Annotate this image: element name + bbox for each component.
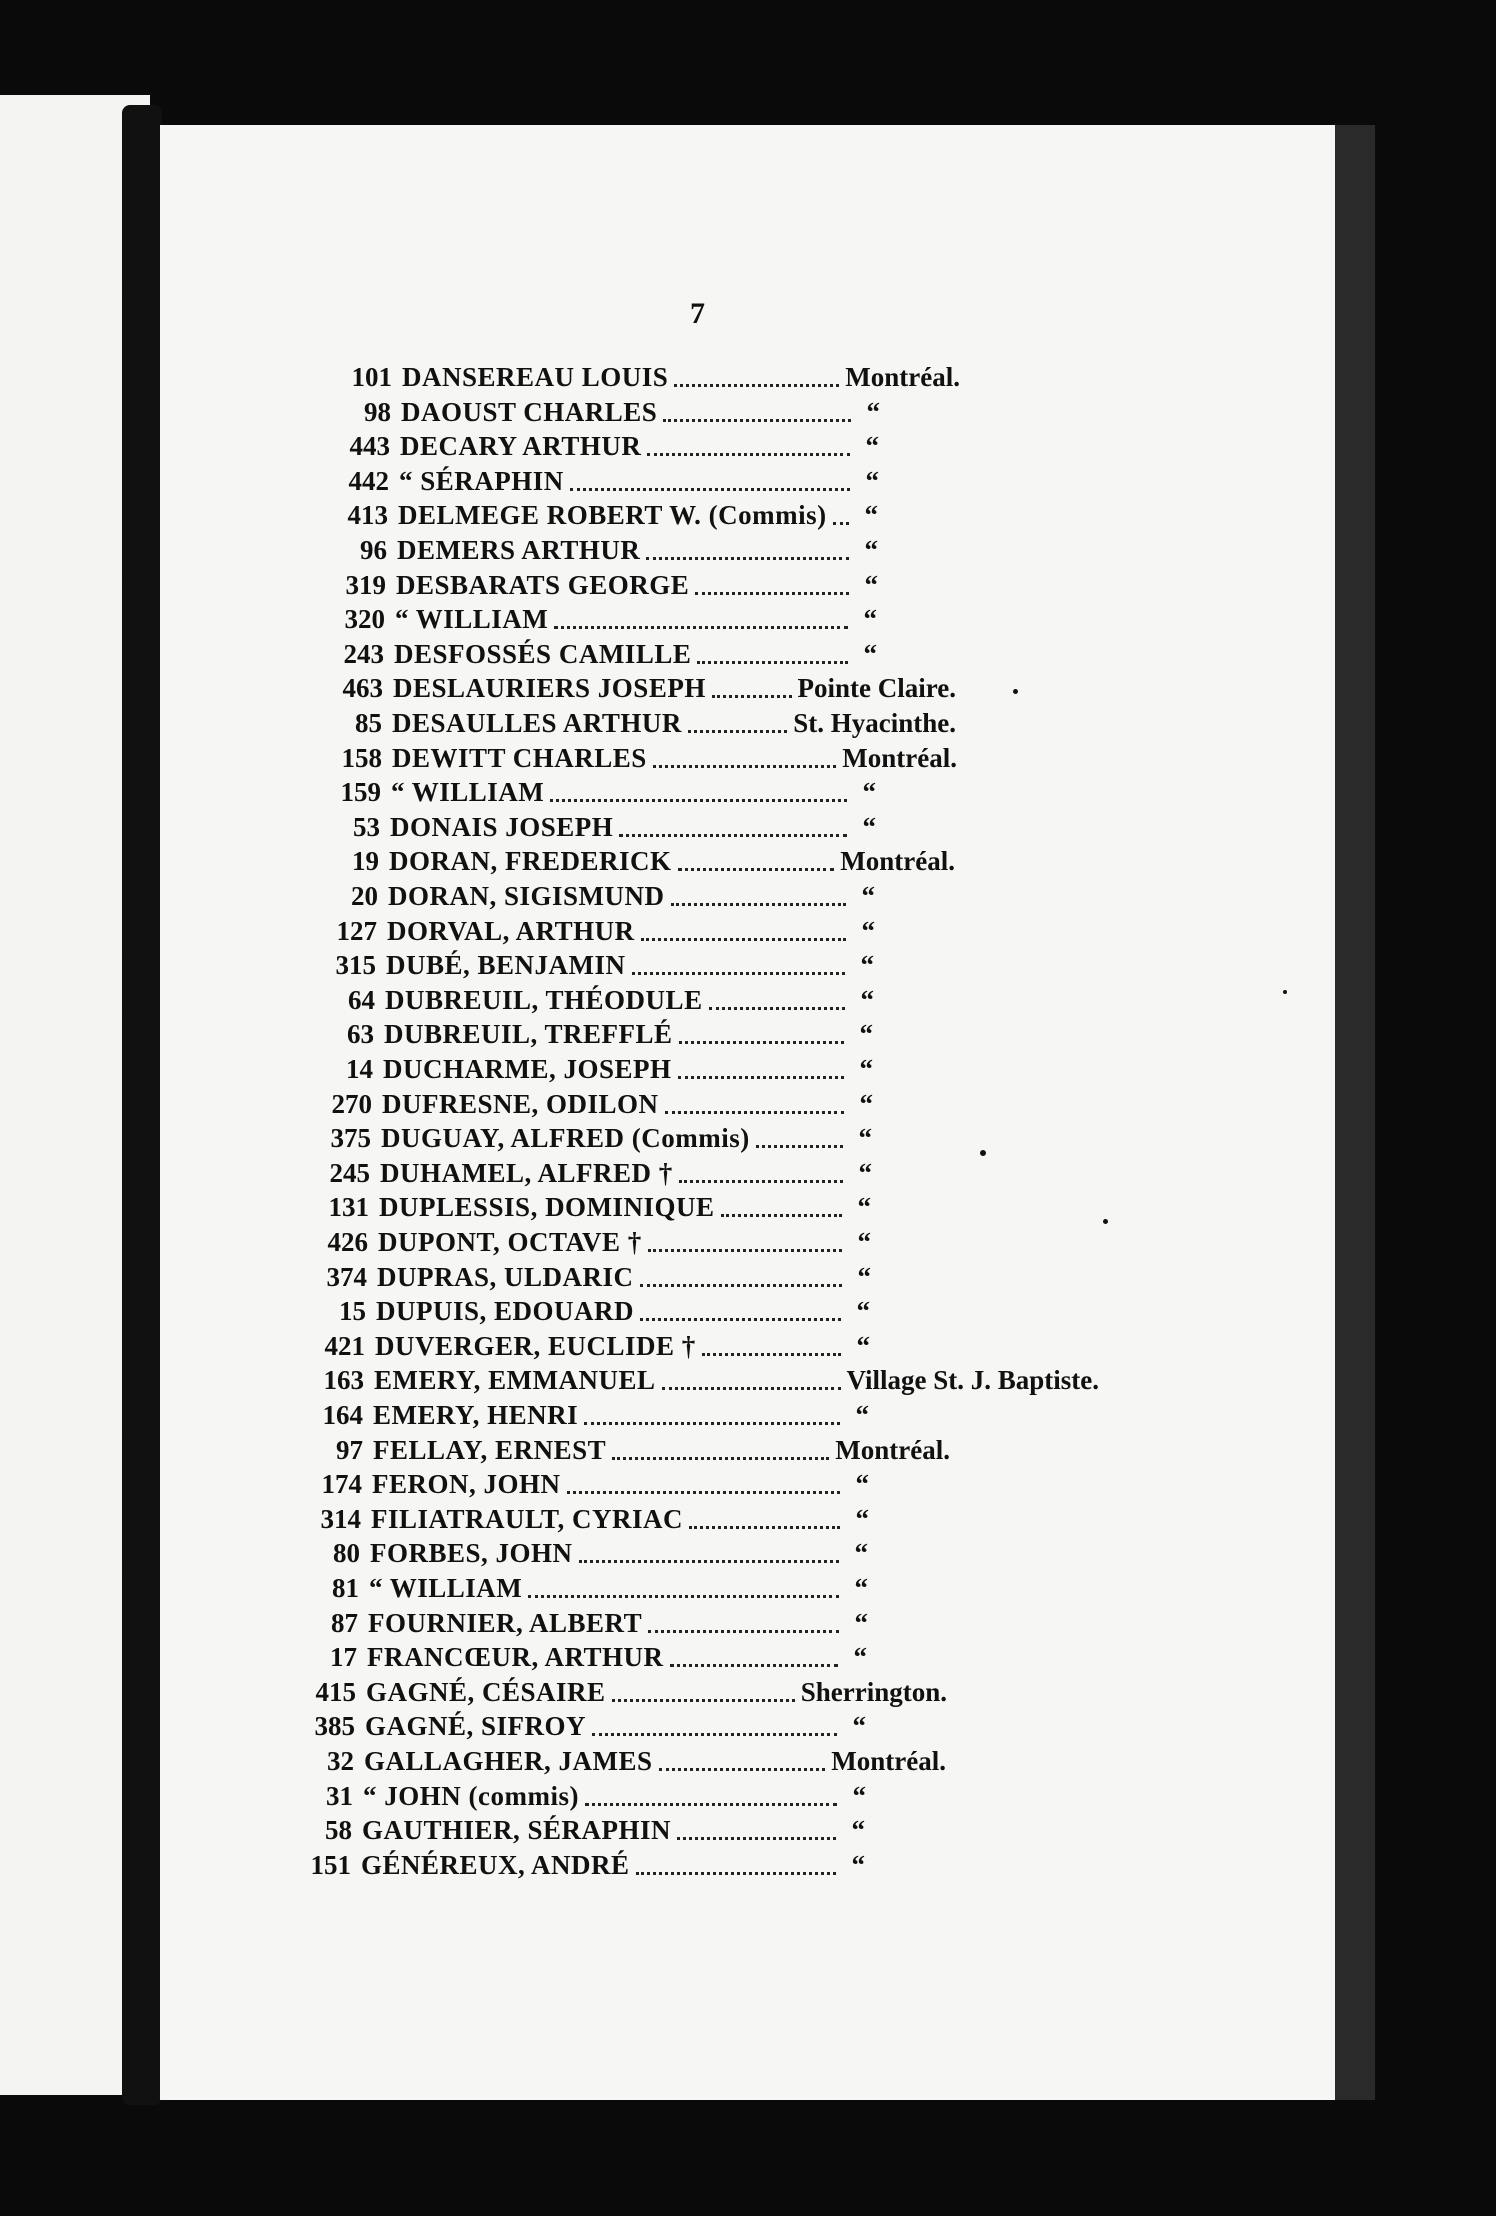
- ditto-mark: “: [863, 639, 877, 669]
- entry-name: FILIATRAULT, CYRIAC: [371, 1504, 684, 1534]
- entry-name: FERON, JOHN: [372, 1469, 561, 1499]
- ditto-mark: “: [861, 881, 875, 911]
- entry-number: 319: [345, 570, 386, 600]
- entry-number: 19: [352, 846, 379, 876]
- entry-place: Montréal.: [845, 362, 960, 392]
- ditto-mark: “: [860, 985, 874, 1015]
- ditto-mark: “: [858, 1123, 872, 1153]
- list-item: [321, 671, 956, 705]
- ditto-mark: “: [863, 604, 877, 634]
- ditto-mark: “: [864, 535, 878, 565]
- ditto-mark: “: [864, 570, 878, 600]
- entry-name: DECARY ARTHUR: [400, 431, 642, 461]
- list-item: [318, 810, 886, 844]
- entry-place: Montréal.: [831, 1746, 946, 1776]
- entry-number: 64: [348, 985, 375, 1015]
- entry-number: 98: [364, 397, 391, 427]
- ditto-mark: “: [851, 1815, 865, 1845]
- list-item: [328, 429, 889, 463]
- dot-leader: [653, 765, 836, 768]
- entry-name: DUCHARME, JOSEPH: [383, 1054, 672, 1084]
- ditto-mark: “: [852, 1711, 866, 1741]
- dot-leader: [659, 1768, 826, 1771]
- entry-name: EMERY, HENRI: [373, 1400, 579, 1430]
- ditto-mark: “: [854, 1608, 868, 1638]
- entry-name: DAOUST CHARLES: [401, 397, 658, 427]
- entry-number: 81: [332, 1573, 359, 1603]
- dot-leader: [619, 834, 846, 837]
- dot-leader: [567, 1491, 840, 1494]
- list-item: [324, 568, 888, 602]
- entry-number: 32: [327, 1746, 354, 1776]
- entry-number: 413: [347, 500, 388, 530]
- entry-number: 17: [330, 1642, 357, 1672]
- dot-leader: [679, 1041, 844, 1044]
- entry-number: 164: [322, 1400, 363, 1430]
- list-item: [317, 844, 955, 878]
- entry-name: “ WILLIAM: [369, 1573, 523, 1603]
- list-item: [329, 395, 890, 429]
- entry-name: DUBÉ, BENJAMIN: [386, 950, 626, 980]
- list-item: [326, 498, 888, 532]
- ditto-mark: “: [866, 397, 880, 427]
- entry-number: 31: [326, 1781, 353, 1811]
- list-item: [303, 1329, 880, 1363]
- entry-number: 159: [340, 777, 381, 807]
- entry-number: 127: [336, 916, 377, 946]
- entry-number: 14: [346, 1054, 373, 1084]
- entry-number: 87: [331, 1608, 358, 1638]
- ditto-mark: “: [857, 1227, 871, 1257]
- dot-leader: [697, 661, 847, 664]
- ink-speck: [1103, 1219, 1108, 1224]
- entry-number: 375: [330, 1123, 371, 1153]
- entry-number: 158: [341, 743, 382, 773]
- ditto-mark: “: [853, 1642, 867, 1672]
- entry-name: “ SÉRAPHIN: [399, 466, 564, 496]
- dot-leader: [550, 799, 846, 802]
- dot-leader: [702, 1353, 841, 1356]
- list-item: [298, 1536, 878, 1570]
- list-item: [299, 1502, 879, 1536]
- list-item: [300, 1467, 879, 1501]
- entry-number: 174: [321, 1469, 362, 1499]
- ditto-mark: “: [864, 500, 878, 530]
- entry-name: DESLAURIERS JOSEPH: [393, 673, 706, 703]
- list-item: [311, 1052, 883, 1086]
- dot-leader: [688, 730, 787, 733]
- entry-name: “ JOHN (commis): [363, 1781, 579, 1811]
- list-item: [325, 533, 888, 567]
- dot-leader: [632, 972, 845, 975]
- entry-name: DORVAL, ARTHUR: [387, 916, 635, 946]
- entry-place: Montréal.: [835, 1435, 950, 1465]
- entry-name: DUBREUIL, THÉODULE: [385, 985, 703, 1015]
- entry-name: DUPONT, OCTAVE †: [378, 1227, 642, 1257]
- entry-name: DORAN, SIGISMUND: [388, 881, 665, 911]
- dot-leader: [662, 1387, 841, 1390]
- entry-name: FRANCŒUR, ARTHUR: [367, 1642, 664, 1672]
- ditto-mark: “: [861, 916, 875, 946]
- ditto-mark: “: [862, 812, 876, 842]
- list-item: [296, 1606, 878, 1640]
- entry-name: DUBREUIL, TREFFLÉ: [384, 1019, 673, 1049]
- entry-name: DUVERGER, EUCLIDE †: [375, 1331, 696, 1361]
- dot-leader: [640, 1284, 842, 1287]
- list-item: [322, 637, 887, 671]
- entry-name: DESFOSSÉS CAMILLE: [394, 639, 692, 669]
- ditto-mark: “: [855, 1400, 869, 1430]
- entry-name: DELMEGE ROBERT W. (Commis): [398, 500, 827, 530]
- entry-number: 374: [326, 1262, 367, 1292]
- list-item: [312, 1017, 883, 1051]
- dot-leader: [833, 522, 849, 525]
- entry-name: “ WILLIAM: [391, 777, 545, 807]
- dot-leader: [677, 1837, 835, 1840]
- entry-number: 442: [348, 466, 389, 496]
- list-item: [319, 775, 886, 809]
- list-item: [320, 741, 957, 775]
- entry-place: Montréal.: [840, 846, 955, 876]
- list-item: [295, 1640, 877, 1674]
- dot-leader: [679, 1180, 843, 1183]
- entry-number: 163: [323, 1365, 364, 1395]
- entry-number: 320: [344, 604, 385, 634]
- ditto-mark: “: [856, 1331, 870, 1361]
- entry-name: DESAULLES ARTHUR: [392, 708, 682, 738]
- dot-leader: [554, 626, 847, 629]
- dot-leader: [648, 1249, 842, 1252]
- entry-name: DEWITT CHARLES: [392, 743, 647, 773]
- entry-name: FORBES, JOHN: [370, 1538, 573, 1568]
- list-item: [290, 1813, 875, 1847]
- dot-leader: [756, 1145, 843, 1148]
- entry-number: 415: [315, 1677, 356, 1707]
- list-item: [316, 879, 885, 913]
- entry-place: Sherrington.: [800, 1677, 947, 1707]
- dot-leader: [678, 868, 835, 871]
- list-item: [302, 1363, 1099, 1397]
- ditto-mark: “: [858, 1158, 872, 1188]
- dot-leader: [640, 1318, 840, 1321]
- dot-leader: [671, 903, 846, 906]
- entry-number: 101: [351, 362, 392, 392]
- dot-leader: [689, 1526, 839, 1529]
- entry-number: 63: [347, 1019, 374, 1049]
- entry-number: 421: [324, 1331, 365, 1361]
- entry-name: DUFRESNE, ODILON: [382, 1089, 659, 1119]
- entry-number: 315: [335, 950, 376, 980]
- ditto-mark: “: [859, 1054, 873, 1084]
- dot-leader: [641, 938, 846, 941]
- entry-name: DONAIS JOSEPH: [390, 812, 614, 842]
- entry-number: 131: [328, 1192, 369, 1222]
- entry-name: DEMERS ARTHUR: [397, 535, 641, 565]
- page-number: 7: [690, 297, 705, 330]
- dot-leader: [585, 1803, 837, 1806]
- dot-leader: [647, 453, 849, 456]
- list-item: [304, 1294, 880, 1328]
- list-item: [327, 464, 889, 498]
- entry-place: Montréal.: [842, 743, 957, 773]
- list-item: [291, 1779, 876, 1813]
- entry-number: 426: [327, 1227, 368, 1257]
- dot-leader: [584, 1422, 839, 1425]
- entry-place: Pointe Claire.: [797, 673, 956, 703]
- list-item: [301, 1398, 879, 1432]
- list-item: [292, 1744, 946, 1778]
- list-item: [320, 706, 956, 740]
- entry-number: 58: [325, 1815, 352, 1845]
- entry-number: 270: [331, 1089, 372, 1119]
- list-item: [294, 1675, 947, 1709]
- entry-name: GÉNÉREUX, ANDRÉ: [361, 1850, 630, 1880]
- ditto-mark: “: [865, 431, 879, 461]
- list-item: [313, 983, 884, 1017]
- entry-number: 443: [349, 431, 390, 461]
- entry-number: 15: [339, 1296, 366, 1326]
- entry-number: 243: [343, 639, 384, 669]
- list-item: [323, 602, 887, 636]
- entry-name: EMERY, EMMANUEL: [374, 1365, 656, 1395]
- ditto-mark: “: [859, 1019, 873, 1049]
- ditto-mark: “: [859, 1089, 873, 1119]
- entry-name: DUHAMEL, ALFRED †: [380, 1158, 673, 1188]
- entry-number: 85: [355, 708, 382, 738]
- entry-number: 96: [360, 535, 387, 565]
- ditto-mark: “: [854, 1573, 868, 1603]
- dot-leader: [709, 1007, 845, 1010]
- list-item: [301, 1433, 950, 1467]
- dot-leader: [695, 592, 848, 595]
- entry-name: GAUTHIER, SÉRAPHIN: [362, 1815, 672, 1845]
- entry-number: 80: [333, 1538, 360, 1568]
- ink-speck: [980, 1150, 986, 1156]
- entry-name: DUGUAY, ALFRED (Commis): [381, 1123, 750, 1153]
- dot-leader: [592, 1733, 836, 1736]
- list-item: [293, 1709, 876, 1743]
- list-item: [306, 1225, 881, 1259]
- list-item: [309, 1121, 882, 1155]
- dot-leader: [570, 488, 850, 491]
- dot-leader: [648, 1630, 838, 1633]
- list-item: [289, 1848, 875, 1882]
- entry-name: GAGNÉ, CÉSAIRE: [366, 1677, 606, 1707]
- entry-name: “ WILLIAM: [395, 604, 549, 634]
- entry-place: St. Hyacinthe.: [793, 708, 956, 738]
- ditto-mark: “: [854, 1538, 868, 1568]
- ditto-mark: “: [852, 1781, 866, 1811]
- ditto-mark: “: [855, 1469, 869, 1499]
- ditto-mark: “: [857, 1192, 871, 1222]
- list-item: [297, 1571, 878, 1605]
- dot-leader: [612, 1457, 829, 1460]
- entry-name: GAGNÉ, SIFROY: [365, 1711, 587, 1741]
- dot-leader: [579, 1560, 839, 1563]
- dot-leader: [646, 557, 848, 560]
- entry-name: GALLAGHER, JAMES: [364, 1746, 653, 1776]
- entry-name: DESBARATS GEORGE: [396, 570, 690, 600]
- list-item: [315, 914, 885, 948]
- entry-number: 20: [351, 881, 378, 911]
- ditto-mark: “: [865, 466, 879, 496]
- entry-number: 463: [342, 673, 383, 703]
- dot-leader: [528, 1595, 838, 1598]
- entry-name: DORAN, FREDERICK: [389, 846, 672, 876]
- ink-speck: [1283, 990, 1287, 994]
- dot-leader: [721, 1214, 842, 1217]
- entry-number: 314: [320, 1504, 361, 1534]
- entry-name: DUPRAS, ULDARIC: [377, 1262, 634, 1292]
- dot-leader: [712, 695, 792, 698]
- entry-number: 151: [310, 1850, 351, 1880]
- entry-number: 53: [353, 812, 380, 842]
- dot-leader: [612, 1699, 795, 1702]
- list-item: [305, 1260, 881, 1294]
- dot-leader: [636, 1872, 836, 1875]
- ink-speck: [1013, 689, 1018, 694]
- dot-leader: [670, 1664, 838, 1667]
- list-item: [310, 1087, 883, 1121]
- dot-leader: [674, 384, 839, 387]
- list-item: [307, 1190, 881, 1224]
- list-item: [330, 360, 960, 394]
- list-item: [314, 948, 884, 982]
- entry-number: 97: [336, 1435, 363, 1465]
- ditto-mark: “: [856, 1296, 870, 1326]
- ditto-mark: “: [860, 950, 874, 980]
- entry-number: 245: [329, 1158, 370, 1188]
- dot-leader: [678, 1076, 844, 1079]
- entry-number: 385: [314, 1711, 355, 1741]
- entry-name: FOURNIER, ALBERT: [368, 1608, 643, 1638]
- entry-name: DUPUIS, EDOUARD: [376, 1296, 635, 1326]
- ditto-mark: “: [851, 1850, 865, 1880]
- entry-name: DUPLESSIS, DOMINIQUE: [379, 1192, 715, 1222]
- entry-place: Village St. J. Baptiste.: [846, 1365, 1099, 1395]
- ditto-mark: “: [855, 1504, 869, 1534]
- ditto-mark: “: [857, 1262, 871, 1292]
- list-item: [308, 1156, 882, 1190]
- dot-leader: [665, 1111, 844, 1114]
- entry-name: DANSEREAU LOUIS: [402, 362, 669, 392]
- dot-leader: [663, 419, 850, 422]
- entry-name: FELLAY, ERNEST: [373, 1435, 607, 1465]
- ditto-mark: “: [862, 777, 876, 807]
